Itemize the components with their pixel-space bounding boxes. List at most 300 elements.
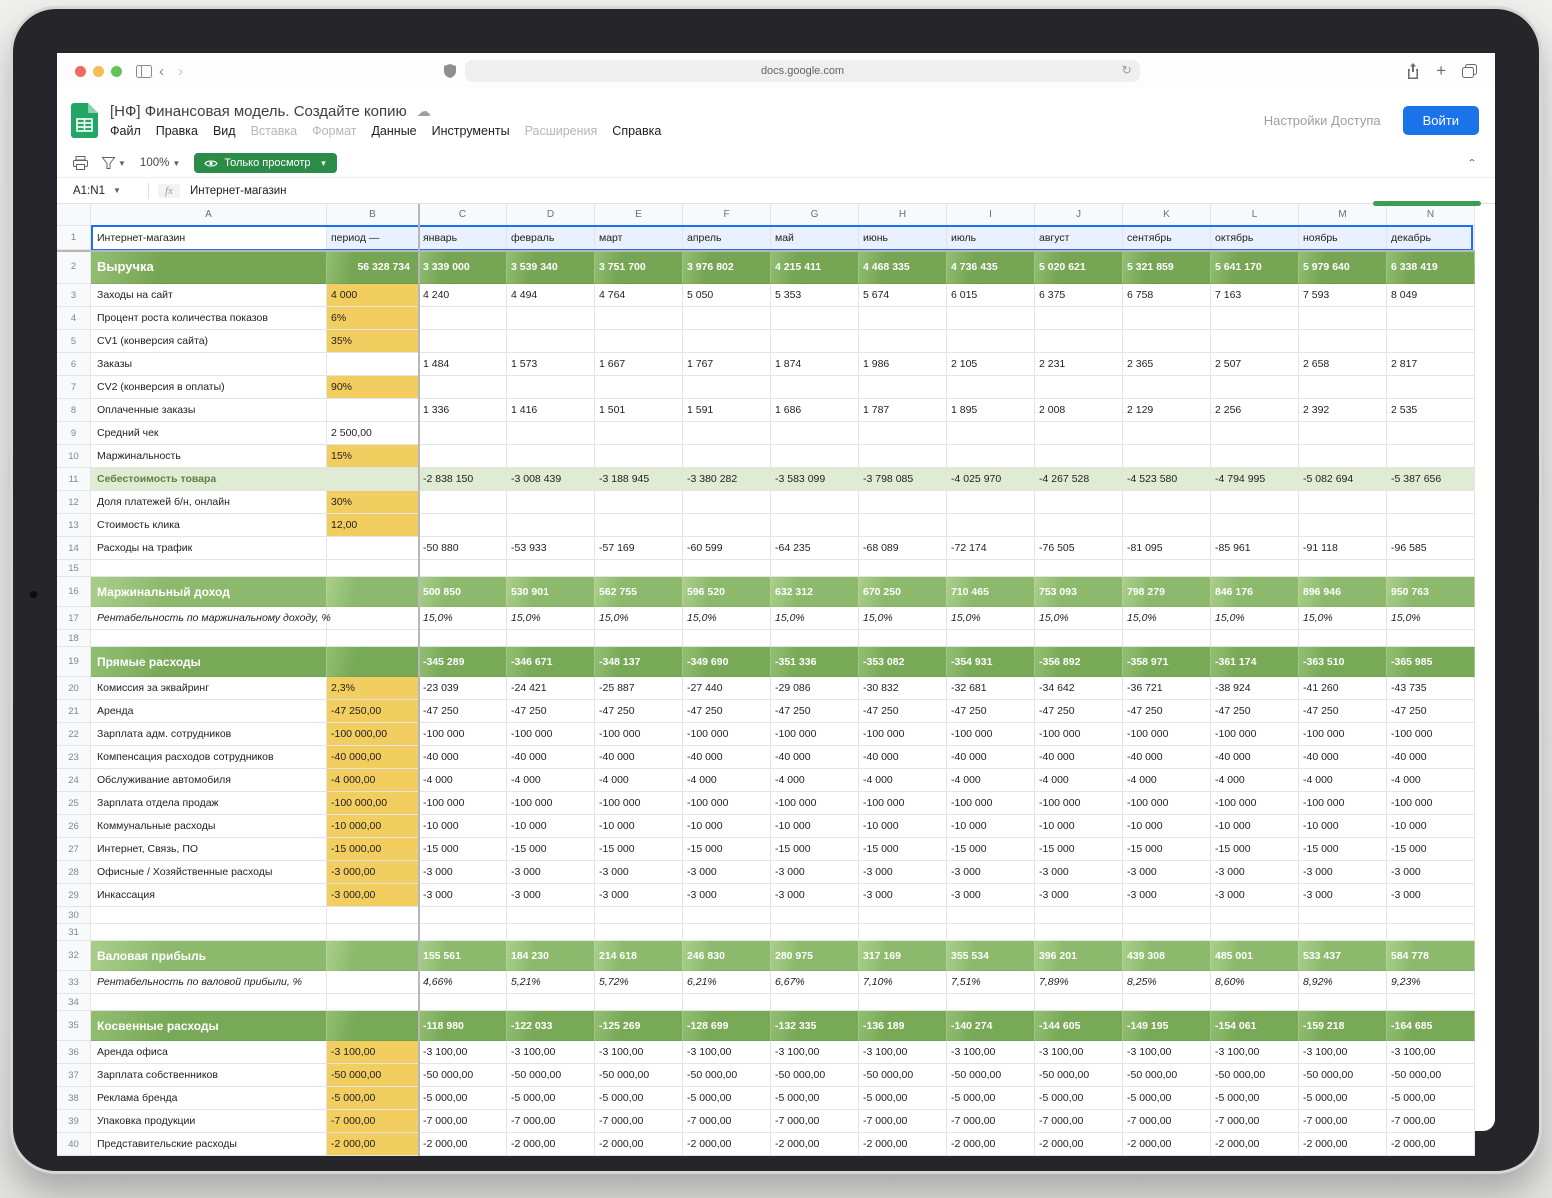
cell-J6[interactable]: 2 231 (1035, 353, 1123, 376)
cell-B30[interactable] (327, 907, 419, 924)
cell-B25[interactable]: -100 000,00 (327, 792, 419, 815)
cell-K15[interactable] (1123, 560, 1211, 577)
row-header-30[interactable]: 30 (57, 907, 91, 924)
cell-M15[interactable] (1299, 560, 1387, 577)
cell-B27[interactable]: -15 000,00 (327, 838, 419, 861)
row-header-3[interactable]: 3 (57, 284, 91, 307)
cell-G5[interactable] (771, 330, 859, 353)
cell-N1[interactable]: декабрь (1387, 226, 1475, 250)
cell-L31[interactable] (1211, 924, 1299, 941)
cell-N6[interactable]: 2 817 (1387, 353, 1475, 376)
cell-J21[interactable]: -47 250 (1035, 700, 1123, 723)
cell-L23[interactable]: -40 000 (1211, 746, 1299, 769)
cell-I6[interactable]: 2 105 (947, 353, 1035, 376)
cell-D26[interactable]: -10 000 (507, 815, 595, 838)
row-header-5[interactable]: 5 (57, 330, 91, 353)
column-header-E[interactable]: E (595, 204, 683, 226)
cell-K24[interactable]: -4 000 (1123, 769, 1211, 792)
menu-help[interactable]: Справка (612, 123, 662, 138)
cell-M24[interactable]: -4 000 (1299, 769, 1387, 792)
cell-N2[interactable]: 6 338 419 (1387, 250, 1475, 284)
cell-N23[interactable]: -40 000 (1387, 746, 1475, 769)
cell-L22[interactable]: -100 000 (1211, 723, 1299, 746)
row-header-13[interactable]: 13 (57, 514, 91, 537)
cell-G38[interactable]: -5 000,00 (771, 1087, 859, 1110)
fullscreen-window-button[interactable] (111, 66, 122, 77)
cell-G17[interactable]: 15,0% (771, 607, 859, 630)
cell-J14[interactable]: -76 505 (1035, 537, 1123, 560)
cell-D18[interactable] (507, 630, 595, 647)
cell-A36[interactable]: Аренда офиса (91, 1041, 327, 1064)
cell-F38[interactable]: -5 000,00 (683, 1087, 771, 1110)
row-header-15[interactable]: 15 (57, 560, 91, 577)
cell-C1[interactable]: январь (419, 226, 507, 250)
cell-C37[interactable]: -50 000,00 (419, 1064, 507, 1087)
cell-H40[interactable]: -2 000,00 (859, 1133, 947, 1156)
cell-J32[interactable]: 396 201 (1035, 941, 1123, 971)
cell-N32[interactable]: 584 778 (1387, 941, 1475, 971)
cell-K4[interactable] (1123, 307, 1211, 330)
cell-E12[interactable] (595, 491, 683, 514)
cell-E18[interactable] (595, 630, 683, 647)
column-header-B[interactable]: B (327, 204, 419, 226)
cell-F2[interactable]: 3 976 802 (683, 250, 771, 284)
cell-F3[interactable]: 5 050 (683, 284, 771, 307)
cell-L5[interactable] (1211, 330, 1299, 353)
cell-F39[interactable]: -7 000,00 (683, 1110, 771, 1133)
cell-M1[interactable]: ноябрь (1299, 226, 1387, 250)
cell-B29[interactable]: -3 000,00 (327, 884, 419, 907)
cell-M11[interactable]: -5 082 694 (1299, 468, 1387, 491)
cell-E19[interactable]: -348 137 (595, 647, 683, 677)
cell-D13[interactable] (507, 514, 595, 537)
row-header-11[interactable]: 11 (57, 468, 91, 491)
cell-H4[interactable] (859, 307, 947, 330)
cell-G19[interactable]: -351 336 (771, 647, 859, 677)
cell-G15[interactable] (771, 560, 859, 577)
cell-L36[interactable]: -3 100,00 (1211, 1041, 1299, 1064)
cell-E20[interactable]: -25 887 (595, 677, 683, 700)
cell-F13[interactable] (683, 514, 771, 537)
reload-icon[interactable]: ↻ (1121, 63, 1132, 77)
cell-A2[interactable]: Выручка (91, 250, 327, 284)
row-header-26[interactable]: 26 (57, 815, 91, 838)
cell-C38[interactable]: -5 000,00 (419, 1087, 507, 1110)
row-header-17[interactable]: 17 (57, 607, 91, 630)
cell-K23[interactable]: -40 000 (1123, 746, 1211, 769)
cell-D32[interactable]: 184 230 (507, 941, 595, 971)
cell-I36[interactable]: -3 100,00 (947, 1041, 1035, 1064)
row-header-40[interactable]: 40 (57, 1133, 91, 1156)
cell-D8[interactable]: 1 416 (507, 399, 595, 422)
cell-H20[interactable]: -30 832 (859, 677, 947, 700)
cell-D14[interactable]: -53 933 (507, 537, 595, 560)
cell-L40[interactable]: -2 000,00 (1211, 1133, 1299, 1156)
cell-D7[interactable] (507, 376, 595, 399)
cell-F1[interactable]: апрель (683, 226, 771, 250)
row-header-35[interactable]: 35 (57, 1011, 91, 1041)
cell-M37[interactable]: -50 000,00 (1299, 1064, 1387, 1087)
cell-F18[interactable] (683, 630, 771, 647)
cell-J38[interactable]: -5 000,00 (1035, 1087, 1123, 1110)
cell-E30[interactable] (595, 907, 683, 924)
cell-G11[interactable]: -3 583 099 (771, 468, 859, 491)
cell-G23[interactable]: -40 000 (771, 746, 859, 769)
cell-M35[interactable]: -159 218 (1299, 1011, 1387, 1041)
cell-B31[interactable] (327, 924, 419, 941)
cell-A32[interactable]: Валовая прибыль (91, 941, 327, 971)
cell-C31[interactable] (419, 924, 507, 941)
cell-N26[interactable]: -10 000 (1387, 815, 1475, 838)
cell-K13[interactable] (1123, 514, 1211, 537)
cell-I31[interactable] (947, 924, 1035, 941)
cell-I22[interactable]: -100 000 (947, 723, 1035, 746)
cell-K27[interactable]: -15 000 (1123, 838, 1211, 861)
cell-F9[interactable] (683, 422, 771, 445)
cell-D33[interactable]: 5,21% (507, 971, 595, 994)
cell-M34[interactable] (1299, 994, 1387, 1011)
cell-C26[interactable]: -10 000 (419, 815, 507, 838)
cell-J29[interactable]: -3 000 (1035, 884, 1123, 907)
cell-N12[interactable] (1387, 491, 1475, 514)
cell-C40[interactable]: -2 000,00 (419, 1133, 507, 1156)
column-header-D[interactable]: D (507, 204, 595, 226)
cell-C13[interactable] (419, 514, 507, 537)
cell-G31[interactable] (771, 924, 859, 941)
row-header-33[interactable]: 33 (57, 971, 91, 994)
cell-C29[interactable]: -3 000 (419, 884, 507, 907)
cell-L21[interactable]: -47 250 (1211, 700, 1299, 723)
cell-J24[interactable]: -4 000 (1035, 769, 1123, 792)
cell-B2[interactable]: 56 328 734 (327, 250, 419, 284)
cell-L18[interactable] (1211, 630, 1299, 647)
cell-E27[interactable]: -15 000 (595, 838, 683, 861)
cell-A14[interactable]: Расходы на трафик (91, 537, 327, 560)
cell-H14[interactable]: -68 089 (859, 537, 947, 560)
cell-G21[interactable]: -47 250 (771, 700, 859, 723)
row-header-28[interactable]: 28 (57, 861, 91, 884)
row-header-4[interactable]: 4 (57, 307, 91, 330)
cell-G7[interactable] (771, 376, 859, 399)
cell-H18[interactable] (859, 630, 947, 647)
cell-N18[interactable] (1387, 630, 1475, 647)
menu-insert[interactable]: Вставка (250, 123, 298, 138)
cell-I21[interactable]: -47 250 (947, 700, 1035, 723)
row-header-18[interactable]: 18 (57, 630, 91, 647)
row-header-10[interactable]: 10 (57, 445, 91, 468)
cell-B20[interactable]: 2,3% (327, 677, 419, 700)
cell-I38[interactable]: -5 000,00 (947, 1087, 1035, 1110)
cell-H11[interactable]: -3 798 085 (859, 468, 947, 491)
cell-L29[interactable]: -3 000 (1211, 884, 1299, 907)
cell-L10[interactable] (1211, 445, 1299, 468)
cell-N38[interactable]: -5 000,00 (1387, 1087, 1475, 1110)
cell-D37[interactable]: -50 000,00 (507, 1064, 595, 1087)
cell-K8[interactable]: 2 129 (1123, 399, 1211, 422)
tab-overview-icon[interactable] (1462, 64, 1477, 78)
cell-E11[interactable]: -3 188 945 (595, 468, 683, 491)
cell-N5[interactable] (1387, 330, 1475, 353)
cell-E34[interactable] (595, 994, 683, 1011)
cell-I18[interactable] (947, 630, 1035, 647)
cell-E37[interactable]: -50 000,00 (595, 1064, 683, 1087)
cell-E5[interactable] (595, 330, 683, 353)
cell-K20[interactable]: -36 721 (1123, 677, 1211, 700)
address-bar[interactable] (465, 60, 1139, 82)
cell-B3[interactable]: 4 000 (327, 284, 419, 307)
cell-A26[interactable]: Коммунальные расходы (91, 815, 327, 838)
cell-K5[interactable] (1123, 330, 1211, 353)
cell-J30[interactable] (1035, 907, 1123, 924)
cell-J18[interactable] (1035, 630, 1123, 647)
cell-D24[interactable]: -4 000 (507, 769, 595, 792)
cell-G32[interactable]: 280 975 (771, 941, 859, 971)
cell-F8[interactable]: 1 591 (683, 399, 771, 422)
cell-N11[interactable]: -5 387 656 (1387, 468, 1475, 491)
cell-J31[interactable] (1035, 924, 1123, 941)
cell-C14[interactable]: -50 880 (419, 537, 507, 560)
cell-C12[interactable] (419, 491, 507, 514)
cell-C19[interactable]: -345 289 (419, 647, 507, 677)
cell-N40[interactable]: -2 000,00 (1387, 1133, 1475, 1156)
cell-L33[interactable]: 8,60% (1211, 971, 1299, 994)
row-header-37[interactable]: 37 (57, 1064, 91, 1087)
cell-E15[interactable] (595, 560, 683, 577)
row-header-32[interactable]: 32 (57, 941, 91, 971)
cell-L1[interactable]: октябрь (1211, 226, 1299, 250)
cell-L30[interactable] (1211, 907, 1299, 924)
view-only-button[interactable]: Только просмотр ▼ (194, 153, 337, 173)
cell-N10[interactable] (1387, 445, 1475, 468)
row-header-24[interactable]: 24 (57, 769, 91, 792)
column-header-M[interactable]: M (1299, 204, 1387, 226)
cell-K39[interactable]: -7 000,00 (1123, 1110, 1211, 1133)
row-header-12[interactable]: 12 (57, 491, 91, 514)
cell-J2[interactable]: 5 020 621 (1035, 250, 1123, 284)
cell-F21[interactable]: -47 250 (683, 700, 771, 723)
cell-M26[interactable]: -10 000 (1299, 815, 1387, 838)
cell-A1[interactable]: Интернет-магазин (91, 226, 327, 250)
cell-F23[interactable]: -40 000 (683, 746, 771, 769)
cell-D1[interactable]: февраль (507, 226, 595, 250)
cell-J37[interactable]: -50 000,00 (1035, 1064, 1123, 1087)
cell-H13[interactable] (859, 514, 947, 537)
cell-M18[interactable] (1299, 630, 1387, 647)
cell-N3[interactable]: 8 049 (1387, 284, 1475, 307)
cell-G2[interactable]: 4 215 411 (771, 250, 859, 284)
cell-B21[interactable]: -47 250,00 (327, 700, 419, 723)
cell-E13[interactable] (595, 514, 683, 537)
cell-F28[interactable]: -3 000 (683, 861, 771, 884)
cell-C15[interactable] (419, 560, 507, 577)
cell-F34[interactable] (683, 994, 771, 1011)
cell-B16[interactable] (327, 577, 419, 607)
cell-M4[interactable] (1299, 307, 1387, 330)
cell-I17[interactable]: 15,0% (947, 607, 1035, 630)
cell-G10[interactable] (771, 445, 859, 468)
cell-M3[interactable]: 7 593 (1299, 284, 1387, 307)
cell-G4[interactable] (771, 307, 859, 330)
zoom-select[interactable]: 100% ▼ (139, 157, 181, 169)
cell-C25[interactable]: -100 000 (419, 792, 507, 815)
cell-H29[interactable]: -3 000 (859, 884, 947, 907)
cell-K1[interactable]: сентябрь (1123, 226, 1211, 250)
cell-L27[interactable]: -15 000 (1211, 838, 1299, 861)
cell-I29[interactable]: -3 000 (947, 884, 1035, 907)
cell-G40[interactable]: -2 000,00 (771, 1133, 859, 1156)
cell-C23[interactable]: -40 000 (419, 746, 507, 769)
cell-H35[interactable]: -136 189 (859, 1011, 947, 1041)
cell-A7[interactable]: CV2 (конверсия в оплаты) (91, 376, 327, 399)
cell-D28[interactable]: -3 000 (507, 861, 595, 884)
cell-L9[interactable] (1211, 422, 1299, 445)
cell-H30[interactable] (859, 907, 947, 924)
cell-B9[interactable]: 2 500,00 (327, 422, 419, 445)
cell-A28[interactable]: Офисные / Хозяйственные расходы (91, 861, 327, 884)
cell-H1[interactable]: июнь (859, 226, 947, 250)
cell-H19[interactable]: -353 082 (859, 647, 947, 677)
cell-K37[interactable]: -50 000,00 (1123, 1064, 1211, 1087)
cell-G6[interactable]: 1 874 (771, 353, 859, 376)
cell-A34[interactable] (91, 994, 327, 1011)
cell-M25[interactable]: -100 000 (1299, 792, 1387, 815)
cell-I10[interactable] (947, 445, 1035, 468)
cell-C7[interactable] (419, 376, 507, 399)
cell-A3[interactable]: Заходы на сайт (91, 284, 327, 307)
cell-K28[interactable]: -3 000 (1123, 861, 1211, 884)
cell-M7[interactable] (1299, 376, 1387, 399)
column-header-K[interactable]: K (1123, 204, 1211, 226)
cell-M8[interactable]: 2 392 (1299, 399, 1387, 422)
cell-B32[interactable] (327, 941, 419, 971)
cell-C21[interactable]: -47 250 (419, 700, 507, 723)
row-header-25[interactable]: 25 (57, 792, 91, 815)
cell-J13[interactable] (1035, 514, 1123, 537)
menu-data[interactable]: Данные (371, 123, 417, 138)
cell-B38[interactable]: -5 000,00 (327, 1087, 419, 1110)
cell-C10[interactable] (419, 445, 507, 468)
cell-L20[interactable]: -38 924 (1211, 677, 1299, 700)
share-icon[interactable] (1406, 63, 1420, 79)
cell-J27[interactable]: -15 000 (1035, 838, 1123, 861)
cell-D29[interactable]: -3 000 (507, 884, 595, 907)
document-title[interactable]: [НФ] Финансовая модель. Создайте копию (110, 102, 407, 120)
cell-E31[interactable] (595, 924, 683, 941)
cell-J28[interactable]: -3 000 (1035, 861, 1123, 884)
cell-E16[interactable]: 562 755 (595, 577, 683, 607)
cell-A8[interactable]: Оплаченные заказы (91, 399, 327, 422)
cell-E26[interactable]: -10 000 (595, 815, 683, 838)
cell-A17[interactable]: Рентабельность по маржинальному доходу, % (91, 607, 327, 630)
cell-H25[interactable]: -100 000 (859, 792, 947, 815)
cell-G36[interactable]: -3 100,00 (771, 1041, 859, 1064)
cell-C2[interactable]: 3 339 000 (419, 250, 507, 284)
cell-I9[interactable] (947, 422, 1035, 445)
cell-N33[interactable]: 9,23% (1387, 971, 1475, 994)
cell-F20[interactable]: -27 440 (683, 677, 771, 700)
cell-N17[interactable]: 15,0% (1387, 607, 1475, 630)
cell-J36[interactable]: -3 100,00 (1035, 1041, 1123, 1064)
cell-N19[interactable]: -365 985 (1387, 647, 1475, 677)
cell-H38[interactable]: -5 000,00 (859, 1087, 947, 1110)
cell-K38[interactable]: -5 000,00 (1123, 1087, 1211, 1110)
row-header-29[interactable]: 29 (57, 884, 91, 907)
cell-L15[interactable] (1211, 560, 1299, 577)
select-all-corner[interactable] (57, 204, 91, 226)
cell-C24[interactable]: -4 000 (419, 769, 507, 792)
cell-E6[interactable]: 1 667 (595, 353, 683, 376)
cell-D20[interactable]: -24 421 (507, 677, 595, 700)
cell-N29[interactable]: -3 000 (1387, 884, 1475, 907)
collapse-toolbar-icon[interactable]: ⌃ (1466, 157, 1477, 169)
cell-F29[interactable]: -3 000 (683, 884, 771, 907)
cell-L16[interactable]: 846 176 (1211, 577, 1299, 607)
cell-J39[interactable]: -7 000,00 (1035, 1110, 1123, 1133)
cell-C5[interactable] (419, 330, 507, 353)
cell-G8[interactable]: 1 686 (771, 399, 859, 422)
filter-icon[interactable]: ▼ (102, 157, 126, 169)
cell-D39[interactable]: -7 000,00 (507, 1110, 595, 1133)
column-header-G[interactable]: G (771, 204, 859, 226)
cell-G3[interactable]: 5 353 (771, 284, 859, 307)
cell-E14[interactable]: -57 169 (595, 537, 683, 560)
cell-D31[interactable] (507, 924, 595, 941)
cell-G20[interactable]: -29 086 (771, 677, 859, 700)
cell-L2[interactable]: 5 641 170 (1211, 250, 1299, 284)
cell-E35[interactable]: -125 269 (595, 1011, 683, 1041)
cell-H5[interactable] (859, 330, 947, 353)
cell-L32[interactable]: 485 001 (1211, 941, 1299, 971)
cell-D6[interactable]: 1 573 (507, 353, 595, 376)
cell-K6[interactable]: 2 365 (1123, 353, 1211, 376)
formula-input[interactable]: Интернет-магазин (189, 184, 287, 197)
cell-G30[interactable] (771, 907, 859, 924)
cell-F6[interactable]: 1 767 (683, 353, 771, 376)
cell-K34[interactable] (1123, 994, 1211, 1011)
row-header-27[interactable]: 27 (57, 838, 91, 861)
cell-I26[interactable]: -10 000 (947, 815, 1035, 838)
cell-N25[interactable]: -100 000 (1387, 792, 1475, 815)
cell-J25[interactable]: -100 000 (1035, 792, 1123, 815)
cell-C16[interactable]: 500 850 (419, 577, 507, 607)
cell-I24[interactable]: -4 000 (947, 769, 1035, 792)
cell-K30[interactable] (1123, 907, 1211, 924)
cell-L6[interactable]: 2 507 (1211, 353, 1299, 376)
column-header-C[interactable]: C (419, 204, 507, 226)
cell-H33[interactable]: 7,10% (859, 971, 947, 994)
cell-J35[interactable]: -144 605 (1035, 1011, 1123, 1041)
cell-E17[interactable]: 15,0% (595, 607, 683, 630)
row-header-19[interactable]: 19 (57, 647, 91, 677)
close-window-button[interactable] (75, 66, 86, 77)
cell-B18[interactable] (327, 630, 419, 647)
cell-J8[interactable]: 2 008 (1035, 399, 1123, 422)
cell-M5[interactable] (1299, 330, 1387, 353)
cell-C4[interactable] (419, 307, 507, 330)
cell-E25[interactable]: -100 000 (595, 792, 683, 815)
cell-B36[interactable]: -3 100,00 (327, 1041, 419, 1064)
cell-I7[interactable] (947, 376, 1035, 399)
cell-F19[interactable]: -349 690 (683, 647, 771, 677)
cell-E38[interactable]: -5 000,00 (595, 1087, 683, 1110)
cell-G39[interactable]: -7 000,00 (771, 1110, 859, 1133)
cell-I11[interactable]: -4 025 970 (947, 468, 1035, 491)
cell-D40[interactable]: -2 000,00 (507, 1133, 595, 1156)
google-sheets-icon[interactable] (71, 103, 98, 138)
cell-J7[interactable] (1035, 376, 1123, 399)
cell-B6[interactable] (327, 353, 419, 376)
cell-F33[interactable]: 6,21% (683, 971, 771, 994)
